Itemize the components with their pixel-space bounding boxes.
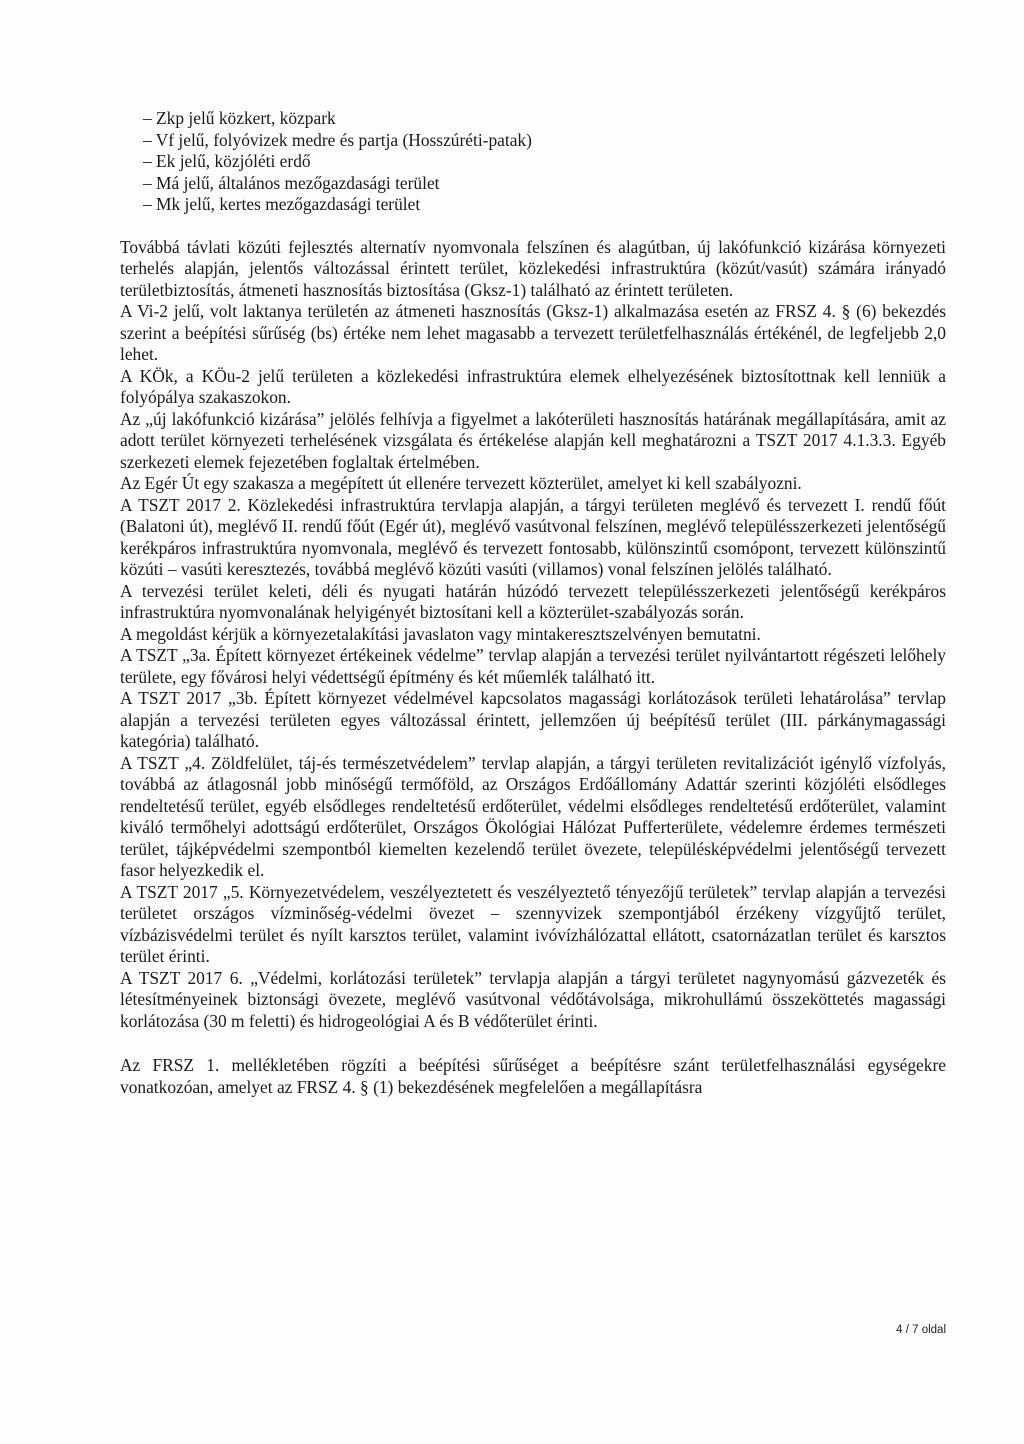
paragraph: A TSZT 2017 „5. Környezetvédelem, veszélyeztetett és veszélyeztető tényezőjű területek” tervlap alapján a tervezési területet országos vízminőség-védelmi övezet – szennyvizek szempontjából érzékeny vízgyűjtő terület, vízbázisvédelmi terület és nyílt karsztos terület, valamint ivóvízhálózattal ellátott, csatornázatlan terület és karsztos terület érinti. [120, 881, 946, 966]
paragraph: A TSZT 2017 2. Közlekedési infrastruktúra tervlapja alapján, a tárgyi területen meglévő és tervezett I. rendű főút (Balatoni út), meglévő II. rendű főút (Egér út), meglévő vasútvonal felszínen, meglévő településszerkezeti jelentőségű kerékpáros infrastruktúra nyomvonala, meglévő és tervezett fontosabb, különszintű csomópont, tervezett különszintű közúti – vasúti keresztezés, továbbá meglévő közúti vasúti (villamos) vonal felszínen jelölés található. [120, 494, 946, 579]
paragraph: Az Egér Út egy szakasza a megépített út ellenére tervezett közterület, amelyet ki kell szabályozni. [120, 473, 802, 493]
paragraph: Továbbá távlati közúti fejlesztés alternatív nyomvonala felszínen és alagútban, új lakófunkció kizárása környezeti terhelés alapján, jelentős változással érintett terület, közlekedési infrastruktúra (közút/vasút) számára irányadó területbiztosítás, átmeneti hasznosítás biztosítása (Gksz-1) található az érintett területen. [120, 236, 946, 300]
spacer [120, 1032, 946, 1055]
page-content [120, 108, 946, 1098]
list-item: – Má jelű, általános mezőgazdasági terület [143, 172, 440, 193]
paragraph: Az „új lakófunkció kizárása” jelölés felhívja a figyelmet a lakóterületi hasznosítás határának megállapítására, amit az adott terület környezeti terhelésének vizsgálata és értékelése alapján kell meghatározni a TSZT 2017 4.1.3.3. Egyéb szerkezeti elemek fejezetében foglaltak értelmében. [120, 408, 946, 472]
paragraph-final: Az FRSZ 1. mellékletében rögzíti a beépítési sűrűséget a beépítésre szánt területfelhasználási egységekre vonatkozóan, amelyet az FRSZ 4. § (1) bekezdésének megfelelően a megállapításra [120, 1055, 946, 1097]
paragraph: A TSZT „3a. Épített környezet értékeinek védelme” tervlap alapján a tervezési terület nyilvántartott régészeti lelőhely területe, egy fővárosi helyi védettségű építmény és két műemlék található itt. [120, 645, 946, 687]
paragraph: A TSZT „4. Zöldfelület, táj-és természetvédelem” tervlap alapján, a tárgyi területen revitalizációt igénylő vízfolyás, továbbá az átlagosnál jobb minőségű termőföld, az Országos Erdőállomány Adattár szerinti közjóléti elsődleges rendeltetésű terület, egyéb elsődleges rendeltetésű erdőterület, védelmi elsődleges rendeltetésű erdőterület, valamint kiváló termőhelyi adottságú erdőterület, Országos Ökológiai Hálózat Pufferterülete, védelemre érdemes természeti terület, tájképvédelmi szempontból kiemelten kezelendő terület övezete, településképvédelmi jelentőségű tervezett fasor helyezkedik el. [120, 752, 946, 880]
paragraph: A tervezési terület keleti, déli és nyugati határán húzódó tervezett településszerkezeti jelentőségű kerékpáros infrastruktúra nyomvonalának helyigényét biztosítani kell a közterület-szabályozás során. [120, 580, 946, 622]
paragraph: A TSZT 2017 6. „Védelmi, korlátozási területek” tervlapja alapján a tárgyi területet nagynyomású gázvezeték és létesítményeinek biztonsági övezete, meglévő vasútvonal védőtávolsága, mikrohullámú összeköttetés magassági korlátozása (30 m feletti) és hidrogeológiai A és B védőterület érinti. [120, 967, 946, 1031]
list-item: – Zkp jelű közkert, közpark [143, 108, 336, 128]
list-item: – Mk jelű, kertes mezőgazdasági terület [143, 194, 421, 214]
paragraph: A KÖk, a KÖu-2 jelű területen a közlekedési infrastruktúra elemek elhelyezésének biztosítottnak kell lenniük a folyópálya szakaszokon. [120, 365, 946, 407]
paragraph: A Vi-2 jelű, volt laktanya területén az átmeneti hasznosítás (Gksz-1) alkalmazása esetén az FRSZ 4. § (6) bekezdés szerint a beépítési sűrűség (bs) értéke nem lehet magasabb a tervezett területfelhasználás értékénél, de legfeljebb 2,0 lehet. [120, 301, 946, 364]
list-item: – Vf jelű, folyóvizek medre és partja (Hosszúréti-patak) [143, 129, 532, 150]
spacer [120, 216, 946, 237]
page-number: 4 / 7 oldal [896, 1324, 946, 1336]
land-use-list [143, 108, 946, 216]
list-item: – Ek jelű, közjóléti erdő [143, 151, 311, 171]
paragraph: A megoldást kérjük a környezetalakítási javaslaton vagy mintakeresztszelvényen bemutatni. [120, 623, 761, 644]
paragraph: A TSZT 2017 „3b. Épített környezet védelmével kapcsolatos magassági korlátozások területi lehatárolása” tervlap alapján a tervezési területen egyes változással érintett, jellemzően új beépítésű terület (III. párkánymagassági kategória) található. [120, 688, 946, 751]
